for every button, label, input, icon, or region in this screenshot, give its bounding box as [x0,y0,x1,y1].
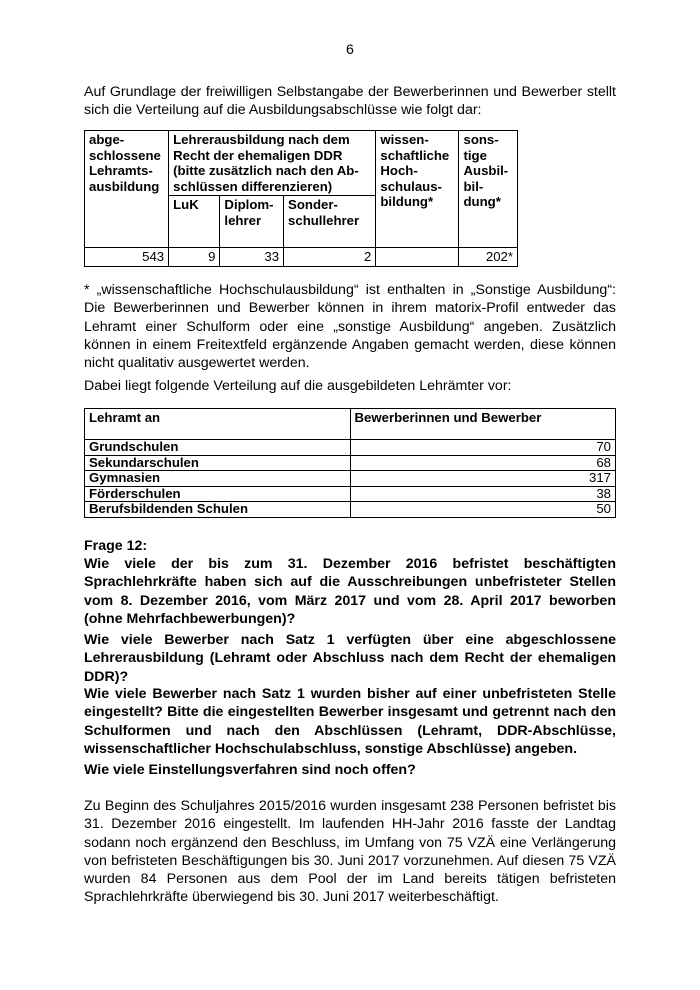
table-row [85,486,616,502]
row-value: 68 [350,455,615,471]
footnote-paragraph: * „wissenschaftliche Hochschulausbildung“ ist enthalten in „Sonstige Ausbildung“: Die Bewerberinnen und Bewerber können in ihrem matorix-Profil entweder das Lehramt einer Schulform oder eine „sonstige Ausbildung“ angeben. Zusätzlich können in einem Freitextfeld ergänzende Angaben gemacht werden, diese können nicht qualitativ ausgewertet werden. [84,282,616,372]
page-number: 6 [346,42,354,58]
answer-paragraph: Zu Beginn des Schuljahres 2015/2016 wurden insgesamt 238 Personen befristet bis 31. Dezember 2016 eingestellt. Im laufenden HH-Jahr 2016 fasste der Landtag sodann noch ergänzend den Beschluss, im Umfang von 75 VZÄ eine Verlängerung von befristeten Beschäftigungen bis 30. Juni 2017 vorzunehmen. Auf diesen 75 VZÄ wurden 84 Personen aus dem Pool der im Land bereits tätigen befristeten Sprachlehrkräfte überwiegend bis 30. Juni 2017 weiterbeschäftigt. [84,798,616,906]
header-sonstige-ausbildung: sons- tige Ausbil- bil- dung* [459,131,518,248]
question-text-1: Wie viele der bis zum 31. Dezember 2016 befristet beschäftigten Sprachlehrkräfte haben sich auf die Ausschreibungen unbefristeter Stellen vom 8. Dezember 2016, vom März 2017 und vom 28. April 2017 beworben (ohne Mehrfachbewerbungen)? [84,556,616,627]
question-text-4: Wie viele Einstellungsverfahren sind noch offen? [84,762,416,778]
distribution-intro: Dabei liegt folgende Verteilung auf die ausgebildeten Lehrämter vor: [84,378,512,394]
header-lehramt-an: Lehramt an [85,409,351,440]
value-hochschulausbildung [376,248,459,267]
table-row [85,248,518,267]
qualification-table [84,130,518,267]
value-luk: 9 [169,248,220,267]
question-text-3: Wie viele Bewerber nach Satz 1 wurden bisher auf einer unbefristeten Stelle eingestellt? Bitte die eingestellten Bewerber insgesamt und getrennt nach den Schulformen und nach den Abschlüssen (Lehramt, DDR-Abschlüsse, wissenschaftlicher Hochschulabschluss, sonstige Abschlüsse) angeben. [84,686,616,757]
row-label: Gymnasien [85,471,351,487]
table-row [85,455,616,471]
row-label: Sekundarschulen [85,455,351,471]
header-lehramtsausbildung: abge- schlossene Lehramts- ausbildung [85,131,169,248]
row-label: Berufsbildenden Schulen [85,502,351,518]
table-row [85,440,616,456]
row-label: Förderschulen [85,486,351,502]
row-value: 38 [350,486,615,502]
row-label: Grundschulen [85,440,351,456]
subheader-diplomlehrer: Diplom- lehrer [220,196,284,248]
row-value: 50 [350,502,615,518]
table-row [85,471,616,487]
header-wissenschaftliche-hochschulausbildung: wissen- schaftliche Hoch- schulaus- bildung* [376,131,459,248]
subheader-sonderschullehrer: Sonder- schullehrer [284,196,376,248]
row-value: 70 [350,440,615,456]
intro-paragraph: Auf Grundlage der freiwilligen Selbstangabe der Bewerberinnen und Bewerber stellt sich die Verteilung auf die Ausbildungsabschlüsse wie folgt dar: [84,84,616,119]
table-row [85,502,616,518]
lehramt-distribution-table [84,408,616,518]
row-value: 317 [350,471,615,487]
header-bewerber: Bewerberinnen und Bewerber [350,409,615,440]
question-text-2: Wie viele Bewerber nach Satz 1 verfügten über eine abgeschlossene Lehrerausbildung (Lehramt oder Abschluss nach dem Recht der ehemaligen DDR)? [84,632,616,685]
value-diplomlehrer: 33 [220,248,284,267]
header-ddr-ausbildung: Lehrerausbildung nach dem Recht der ehemaligen DDR (bitte zusätzlich nach den Ab- schlüssen differenzieren) [169,131,376,196]
value-sonstige: 202* [459,248,518,267]
question-label: Frage 12: [84,538,148,554]
subheader-luk: LuK [169,196,220,248]
value-sonderschullehrer: 2 [284,248,376,267]
value-lehramtsausbildung: 543 [85,248,169,267]
